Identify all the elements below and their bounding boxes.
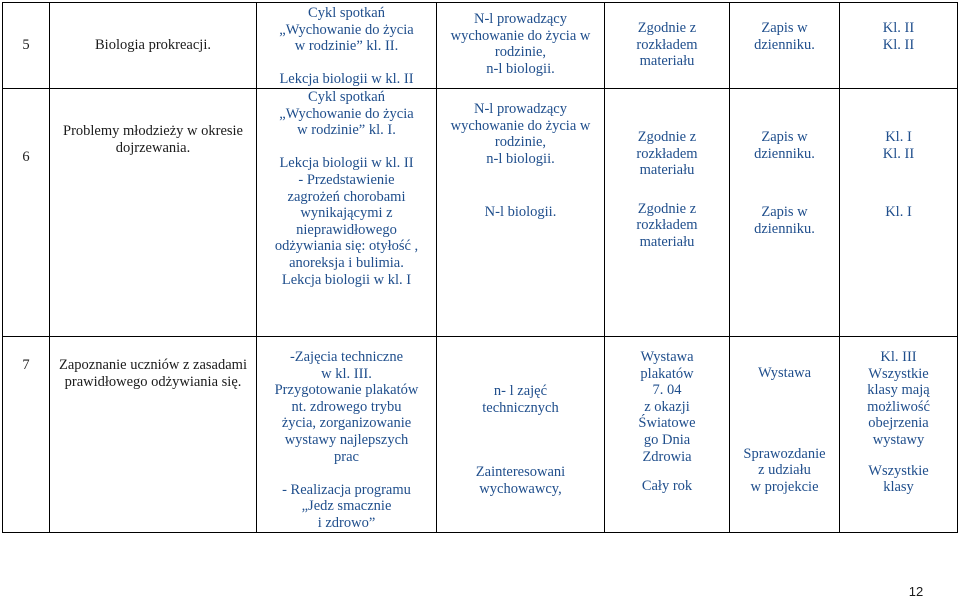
text-line: Zapis w (761, 204, 808, 221)
text-line: Cykl spotkań (308, 5, 385, 21)
text-line: Cykl spotkań (308, 88, 385, 105)
text-line (261, 55, 432, 72)
text-line: możliwość (867, 398, 930, 415)
text-line: Zgodnie z (637, 128, 697, 145)
text-line (261, 139, 432, 156)
text-line: rozkładem (636, 36, 698, 53)
text-line: Problemy młodzieży w okresie (63, 122, 243, 139)
text-line: n-l biologii. (486, 150, 555, 167)
text-line: Cały rok (641, 478, 693, 495)
text-line: Kl. II (882, 36, 915, 53)
tasks-cell (257, 3, 437, 89)
text-line: anoreksja i bulimia. (289, 254, 404, 271)
text-line: rozkładem (636, 145, 698, 162)
text-line: go Dnia (643, 431, 691, 448)
text-line: 7. 04 (652, 382, 682, 399)
row-number: 6 (3, 88, 50, 336)
text-line: obejrzenia (868, 415, 929, 432)
topic-cell (50, 3, 257, 89)
class-cell (840, 3, 958, 89)
text-line: w rodzinie” kl. I. (297, 122, 396, 139)
text-line: nt. zdrowego trybu (291, 398, 402, 415)
text-line: Lekcja biologii w kl. I (281, 271, 412, 288)
text-line: zagrożeń chorobami (287, 188, 406, 205)
text-line: odżywiania się: otyłość , (274, 238, 419, 255)
text-line: plakatów (640, 365, 694, 382)
text-line: Światowe (638, 415, 696, 432)
text-line: prac (334, 448, 359, 465)
text-line: „Jedz smacznie (301, 498, 392, 515)
text-line: nieprawidłowego (296, 221, 397, 238)
text-line: rodzinie, (494, 44, 547, 61)
text-line: Kl. II (882, 20, 915, 36)
term-cell (605, 88, 730, 336)
text-line: wynikającymi z (300, 205, 393, 222)
responsible-cell (437, 3, 605, 89)
text-line: dzienniku. (754, 145, 815, 162)
tasks-cell (257, 88, 437, 336)
class-cell (840, 336, 958, 532)
table-row (3, 88, 958, 336)
row-number: 7 (3, 336, 50, 532)
text-line: prawidłowego odżywiania się. (64, 373, 242, 390)
text-line: n-l biologii. (486, 60, 555, 77)
text-line: wychowanie do życia w (450, 27, 591, 44)
topic-cell (50, 336, 257, 532)
text-line: życia, zorganizowanie (281, 415, 412, 432)
text-line: wychowanie do życia w (450, 117, 591, 134)
text-line: Zainteresowani (475, 464, 566, 481)
text-line: Sprawozdanie (743, 445, 826, 462)
text-line: z okazji (644, 398, 690, 415)
table-row (3, 3, 958, 89)
row-number: 5 (3, 3, 50, 89)
evaluation-cell (730, 3, 840, 89)
page-number: 12 (908, 584, 924, 599)
text-line: Kl. I (885, 204, 912, 221)
text-line: Zdrowia (642, 448, 692, 465)
tasks-cell (257, 336, 437, 532)
class-cell (840, 88, 958, 336)
text-line: Wystawa (757, 364, 812, 381)
text-line: materiału (639, 53, 695, 70)
text-line: wystawy (872, 431, 925, 448)
text-line: dojrzewania. (115, 139, 191, 156)
term-cell (605, 336, 730, 532)
text-line: technicznych (482, 399, 559, 416)
text-line: Zgodnie z (637, 20, 697, 36)
text-line (261, 465, 432, 482)
text-line: materiału (639, 233, 695, 250)
text-line: n- l zajęć (493, 382, 548, 399)
text-line: Lekcja biologii w kl. II (279, 155, 414, 172)
text-line: i zdrowo” (317, 514, 376, 531)
text-line: Zapis w (761, 128, 808, 145)
text-line: wystawy najlepszych (284, 431, 409, 448)
text-line: Zgodnie z (637, 200, 697, 217)
text-line: z udziału (758, 462, 811, 479)
text-line: „Wychowanie do życia (279, 105, 414, 122)
text-line: w rodzinie” kl. II. (294, 38, 399, 55)
program-table (2, 2, 958, 533)
text-line: materiału (639, 162, 695, 179)
text-line: rozkładem (636, 217, 698, 234)
text-line: N-l biologii. (484, 204, 557, 221)
text-line: w kl. III. (321, 365, 372, 382)
text-line: Wszystkie (868, 462, 929, 479)
text-line: dzienniku. (754, 220, 815, 237)
text-line: Biologia prokreacji. (95, 37, 211, 54)
text-line: -Zajęcia techniczne (289, 348, 404, 365)
text-line: Kl. II (882, 145, 915, 162)
text-line: - Przedstawienie (298, 171, 395, 188)
text-line: Lekcja biologii w kl. II (279, 71, 414, 88)
evaluation-cell (730, 88, 840, 336)
evaluation-cell (730, 336, 840, 532)
text-line: Wystawa (640, 348, 694, 365)
text-line: klasy (883, 479, 914, 496)
text-line: rodzinie, (494, 134, 547, 151)
text-line: N-l prowadzący (474, 100, 567, 117)
text-line: Zapoznanie uczniów z zasadami (58, 356, 247, 373)
text-line: klasy mają (867, 382, 930, 399)
table-row (3, 336, 958, 532)
text-line: N-l prowadzący (474, 11, 567, 27)
text-line: Kl. III (880, 348, 917, 365)
text-line: - Realizacja programu (282, 481, 411, 498)
text-line: wychowawcy, (479, 480, 562, 497)
text-line: Wszystkie (868, 365, 929, 382)
term-cell (605, 3, 730, 89)
text-line: „Wychowanie do życia (279, 21, 414, 38)
topic-cell (50, 88, 257, 336)
responsible-cell (437, 88, 605, 336)
text-line: Przygotowanie plakatów (274, 382, 419, 399)
text-line: dzienniku. (754, 36, 815, 53)
text-line: Kl. I (885, 128, 912, 145)
text-line: w projekcie (750, 478, 819, 495)
responsible-cell (437, 336, 605, 532)
text-line: Zapis w (761, 20, 808, 36)
